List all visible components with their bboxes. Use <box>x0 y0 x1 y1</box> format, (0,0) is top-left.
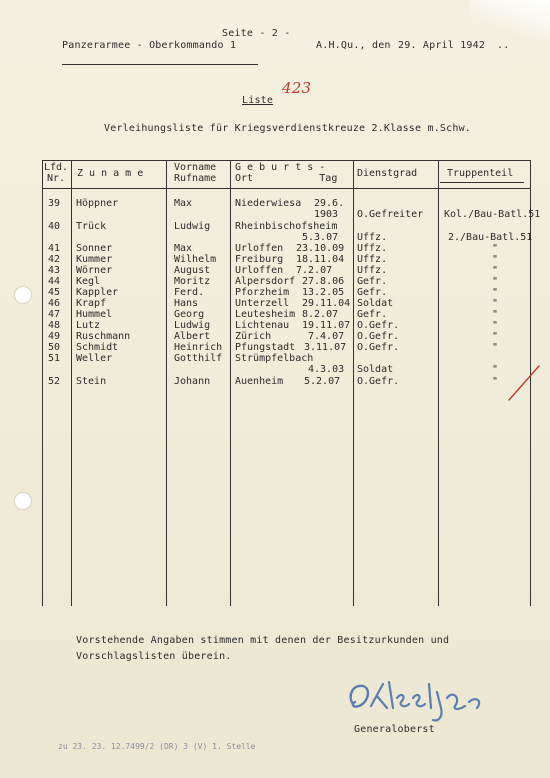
page-label: Seite - 2 - <box>222 28 291 39</box>
header-zuname: Z u n a m e <box>77 168 144 179</box>
row-tag: 7.4.07 <box>308 331 345 342</box>
row-vorname: Georg <box>174 309 205 320</box>
row-zuname: Kegl <box>76 276 101 287</box>
row-truppenteil: " <box>492 331 499 342</box>
row-ort: Lichtenau <box>235 320 290 331</box>
row-ort: Pfungstadt <box>235 342 296 353</box>
row-zuname: Hummel <box>76 309 113 320</box>
document-title: Liste <box>242 95 274 106</box>
row-zuname: Stein <box>76 376 107 387</box>
punch-hole-top <box>14 286 32 304</box>
row-tag-year: 4.3.03 <box>308 364 345 375</box>
row-dienstgrad: Gefr. <box>357 309 388 320</box>
row-truppenteil: " <box>492 342 499 353</box>
table-header-rule <box>42 188 531 189</box>
header-dienstgrad: Dienstgrad <box>357 168 418 179</box>
row-number: 52 <box>48 376 61 387</box>
header-truppenteil: Truppenteil <box>447 168 514 179</box>
punch-hole-bottom <box>14 492 32 510</box>
row-number: 45 <box>48 287 61 298</box>
row-vorname: Ferd. <box>174 287 205 298</box>
row-ort: Leutesheim <box>235 309 296 320</box>
row-vorname: Ludwig <box>174 320 211 331</box>
paper-corner <box>470 0 550 40</box>
row-tag: 18.11.04 <box>296 254 345 265</box>
row-ort: Freiburg <box>235 254 284 265</box>
row-number: 51 <box>48 353 61 364</box>
header-lfd-line2: Nr. <box>47 173 66 184</box>
row-dienstgrad: Uffz. <box>357 254 388 265</box>
document-subtitle: Verleihungsliste für Kriegsverdienstkreuze 2.Klasse m.Schw. <box>104 123 472 134</box>
row-tag: 29.6. <box>314 198 345 209</box>
header-underline <box>62 64 258 65</box>
row-ort: Niederwiesa <box>235 198 302 209</box>
header-lfd-line1: Lfd. <box>44 162 69 173</box>
header-rufname: Rufname <box>174 173 217 184</box>
row-zuname: Kummer <box>76 254 113 265</box>
pencil-mark-icon <box>505 360 545 404</box>
row-tag-year: 5.3.07 <box>302 232 339 243</box>
row-vorname: Albert <box>174 331 211 342</box>
row-vorname: Johann <box>174 376 211 387</box>
document-date: 29. April 1942 <box>398 40 486 51</box>
row-number: 49 <box>48 331 61 342</box>
row-tag: 29.11.04 <box>302 298 351 309</box>
row-truppenteil: Kol./Bau-Batl.51 <box>444 209 541 220</box>
command-name: Panzerarmee - Oberkommando 1 <box>62 40 237 51</box>
row-dienstgrad: Uffz. <box>357 265 388 276</box>
row-tag: 8.2.07 <box>302 309 339 320</box>
row-zuname: Trück <box>76 221 107 232</box>
row-ort: Urloffen <box>235 243 284 254</box>
row-truppenteil: 2./Bau-Batl.51 <box>448 232 533 243</box>
hq-prefix: A.H.Qu., den <box>316 40 391 51</box>
row-ort: Strümpfelbach <box>235 353 314 364</box>
row-number: 40 <box>48 221 61 232</box>
row-vorname: Max <box>174 198 193 209</box>
row-number: 43 <box>48 265 61 276</box>
header-ort-tag: Ort Tag <box>235 173 338 184</box>
row-tag: 5.2.07 <box>304 376 341 387</box>
row-dienstgrad: O.Gefr. <box>357 331 400 342</box>
row-truppenteil: " <box>492 320 499 331</box>
row-dienstgrad: Gefr. <box>357 276 388 287</box>
row-ort: Pforzheim <box>235 287 290 298</box>
row-vorname: Max <box>174 243 193 254</box>
row-vorname: August <box>174 265 211 276</box>
signature-icon <box>343 676 493 724</box>
col-divider-3 <box>230 160 231 606</box>
truppenteil-underline <box>440 182 524 183</box>
row-vorname: Gotthilf <box>174 353 223 364</box>
row-vorname: Heinrich <box>174 342 223 353</box>
row-ort: Auenheim <box>235 376 284 387</box>
row-tag: 27.8.06 <box>302 276 345 287</box>
row-zuname: Krapf <box>76 298 107 309</box>
row-number: 46 <box>48 298 61 309</box>
row-number: 39 <box>48 198 61 209</box>
row-ort: Rheinbischofsheim <box>235 221 338 232</box>
row-zuname: Schmidt <box>76 342 119 353</box>
handwritten-number: 423 <box>282 79 312 97</box>
row-dienstgrad: Soldat <box>357 298 394 309</box>
row-ort: Urloffen <box>235 265 284 276</box>
row-vorname: Wilhelm <box>174 254 217 265</box>
row-zuname: Lutz <box>76 320 101 331</box>
row-vorname: Moritz <box>174 276 211 287</box>
row-truppenteil: " <box>492 254 499 265</box>
row-truppenteil: " <box>492 276 499 287</box>
row-number: 41 <box>48 243 61 254</box>
col-divider-4 <box>353 160 354 606</box>
row-ort: Unterzell <box>235 298 290 309</box>
row-dienstgrad: O.Gefreiter <box>357 209 424 220</box>
row-number: 47 <box>48 309 61 320</box>
row-tag-year: 1903 <box>314 209 339 220</box>
row-tag: 23.10.09 <box>296 243 345 254</box>
row-vorname: Ludwig <box>174 221 211 232</box>
row-truppenteil: " <box>492 376 499 387</box>
row-number: 44 <box>48 276 61 287</box>
row-dienstgrad: O.Gefr. <box>357 342 400 353</box>
row-dienstgrad: O.Gefr. <box>357 376 400 387</box>
row-dienstgrad: Gefr. <box>357 287 388 298</box>
row-zuname: Ruschmann <box>76 331 131 342</box>
table-top-rule <box>42 160 531 161</box>
row-zuname: Wörner <box>76 265 113 276</box>
row-tag: 3.11.07 <box>304 342 347 353</box>
col-divider-5 <box>438 160 439 606</box>
col-divider-2 <box>166 160 167 606</box>
row-zuname: Höppner <box>76 198 119 209</box>
row-dienstgrad: O.Gefr. <box>357 320 400 331</box>
row-truppenteil: " <box>492 298 499 309</box>
header-vorname: Vorname <box>174 162 217 173</box>
date-suffix: .. <box>497 40 510 51</box>
archive-stamp: zu 23. 23. 12.7499/2 (DR) 3 (V) 1. Stelle <box>58 742 256 751</box>
row-truppenteil: " <box>492 287 499 298</box>
row-truppenteil: " <box>492 309 499 320</box>
row-vorname: Hans <box>174 298 199 309</box>
row-dienstgrad: Soldat <box>357 364 394 375</box>
col-divider-1 <box>71 160 72 606</box>
row-dienstgrad: Uffz. <box>357 243 388 254</box>
row-tag: 19.11.07 <box>302 320 351 331</box>
row-tag: 7.2.07 <box>296 265 333 276</box>
row-tag: 13.2.05 <box>302 287 345 298</box>
table-left-border <box>42 160 43 606</box>
row-truppenteil: " <box>492 364 499 375</box>
statement-line-2: Vorschlagslisten überein. <box>76 651 232 662</box>
row-truppenteil: " <box>492 243 499 254</box>
row-ort: Alpersdorf <box>235 276 296 287</box>
header-geburts: G e b u r t s - <box>235 162 326 173</box>
row-dienstgrad: Uffz. <box>357 232 388 243</box>
row-zuname: Kappler <box>76 287 119 298</box>
row-number: 50 <box>48 342 61 353</box>
row-zuname: Sonner <box>76 243 113 254</box>
row-number: 42 <box>48 254 61 265</box>
row-zuname: Weller <box>76 353 113 364</box>
row-number: 48 <box>48 320 61 331</box>
statement-line-1: Vorstehende Angaben stimmen mit denen der Besitzurkunden und <box>76 635 450 646</box>
row-truppenteil: " <box>492 265 499 276</box>
row-ort: Zürich <box>235 331 272 342</box>
signatory-rank: Generaloberst <box>354 724 435 735</box>
